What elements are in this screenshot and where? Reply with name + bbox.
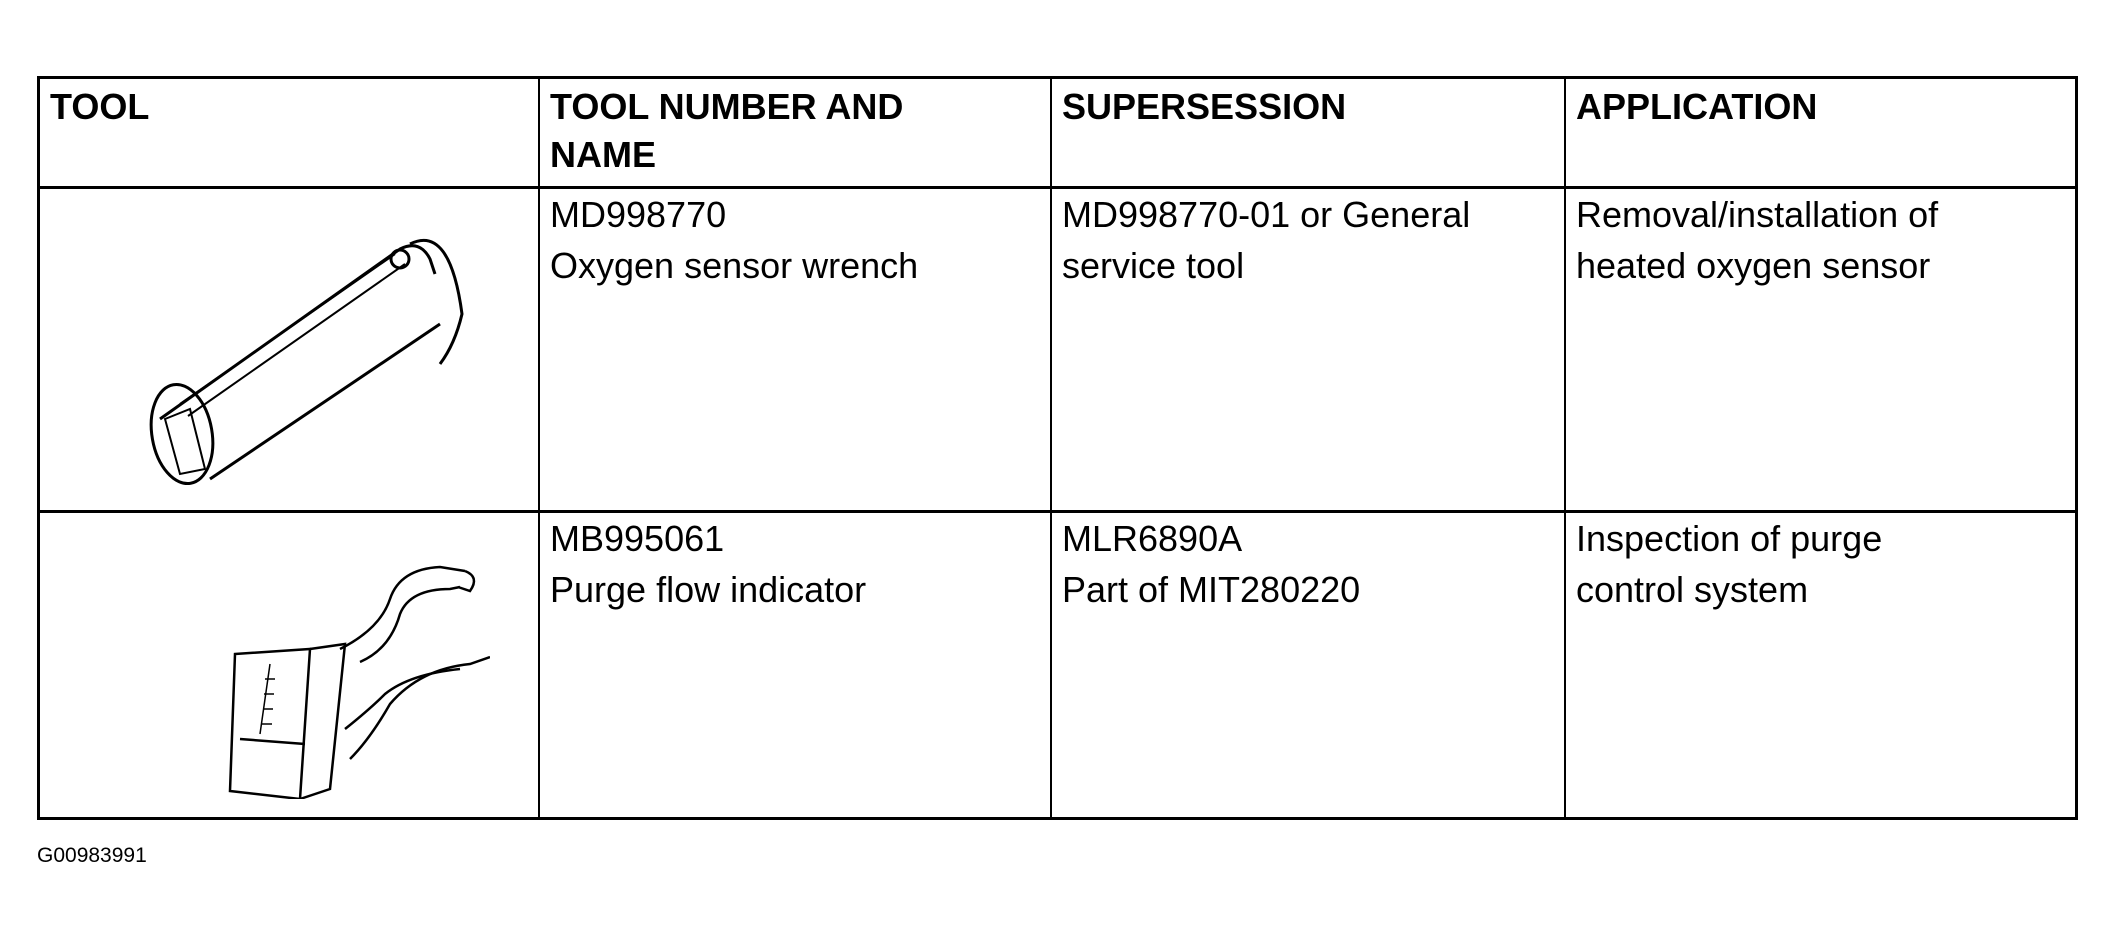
supersession-line: MD998770-01 or General	[1062, 194, 1471, 235]
header-supersession: SUPERSESSION	[1062, 86, 1347, 127]
application-line: heated oxygen sensor	[1576, 245, 1931, 286]
figure-id: G00983991	[37, 844, 147, 867]
header-tool-number-and-name: TOOL NUMBER AND NAME	[550, 86, 904, 175]
application-line: Removal/installation of	[1576, 194, 1939, 235]
tool-number: MD998770	[550, 194, 727, 235]
header-application: APPLICATION	[1576, 86, 1818, 127]
application-line: control system	[1576, 569, 1809, 610]
oxygen-sensor-wrench-icon	[110, 204, 510, 494]
application-cell	[1566, 513, 2078, 615]
tool-name: Oxygen sensor wrench	[550, 245, 919, 286]
supersession-line: Part of MIT280220	[1062, 569, 1361, 610]
supersession-line: MLR6890A	[1062, 518, 1243, 559]
header-tool: TOOL	[50, 86, 150, 127]
supersession-cell	[1052, 189, 1564, 291]
application-cell	[1566, 189, 2078, 291]
tool-number-name-cell	[540, 189, 1050, 291]
tool-number-name-cell	[540, 513, 1050, 615]
special-tools-table	[37, 76, 2078, 820]
application-line: Inspection of purge	[1576, 518, 1883, 559]
tool-number: MB995061	[550, 518, 725, 559]
supersession-line: service tool	[1062, 245, 1245, 286]
purge-flow-indicator-icon	[170, 529, 490, 799]
tool-name: Purge flow indicator	[550, 569, 867, 610]
supersession-cell	[1052, 513, 1564, 615]
